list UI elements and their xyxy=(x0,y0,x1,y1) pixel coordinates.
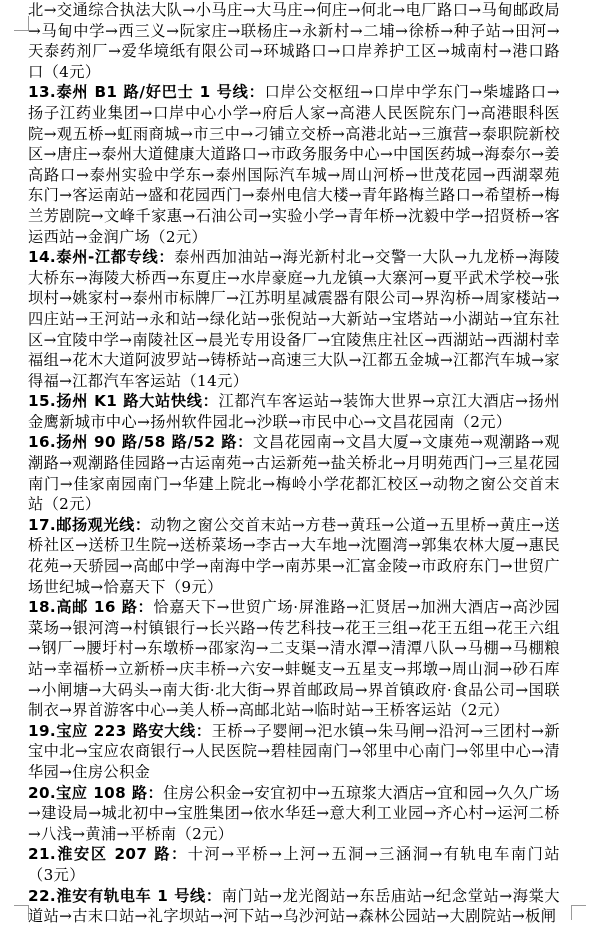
route-price: （4元） xyxy=(43,62,101,81)
route-entry-14 xyxy=(28,247,560,391)
corner-crop-mark xyxy=(571,905,586,920)
route-entry-17 xyxy=(28,515,560,597)
route-stops: 江都汽车客运站→装饰大世界→京江大酒店→扬州金鹰新城市中心→扬州软件园北→沙联→市民中心→文昌花园南 xyxy=(28,392,560,431)
route-entry-16 xyxy=(28,432,560,514)
route-stops: 十河→平桥→上河→五洞→三涵洞→有轨电车南门站 xyxy=(187,845,560,864)
route-title: 15.扬州 K1 路大站快线： xyxy=(28,392,219,411)
route-price: （2元） xyxy=(454,412,512,431)
corner-crop-mark xyxy=(14,16,29,31)
route-stops: 南门站→龙光阁站→东岳庙站→纪念堂站→海棠大道站→古末口站→礼字坝站→河下站→乌沙河站→森林公园站→大剧院站→板闸 xyxy=(28,886,561,926)
route-title: 16.扬州 90 路/58 路/52 路： xyxy=(28,433,254,452)
route-stops: 动物之窗公交首末站→方巷→黄珏→公道→五里桥→黄庄→送桥社区→送桥卫生院→送桥菜场→李古→大车地→沈圈湾→郭集农林大厦→惠民花苑→天骄园→高邮中学→南海中学→南苏果→汇富金陵→市政府东门→世贸广场世纪城→恰嘉天下 xyxy=(28,515,560,596)
route-entry-13 xyxy=(28,82,560,247)
route-price: （9元） xyxy=(165,577,223,596)
route-list xyxy=(28,0,560,927)
route-title: 19.宝应 223 路安大线： xyxy=(28,721,212,740)
route-stops: 住房公积金→安宜初中→五琼浆大酒店→宜和园→久久广场→建设局→城北初中→宝胜集团→依水华廷→意大利工业园→齐心村→运河二桥→八浅→黄浦→平桥南 xyxy=(28,783,560,843)
route-title: 17.邮扬观光线： xyxy=(28,515,151,534)
route-entry-15 xyxy=(28,391,560,432)
route-price: （2元） xyxy=(176,824,234,843)
route-price: （14元） xyxy=(181,371,249,390)
route-entry-22 xyxy=(28,886,560,927)
route-stops: 北→交通综合执法大队→小马庄→大马庄→何庄→何北→电厂路口→马甸邮政局→马甸中学→西三义→阮家庄→联杨庄→永新村→二埔→徐桥→种子站→田河→天泰药剂厂→爱华境纸有限公司→环城路口→口岸养护工区→城南村→港口路口 xyxy=(28,1,560,81)
route-stops: 泰州西加油站→海光新村北→交警一大队→九龙桥→海陵大桥东→海陵大桥西→东夏庄→水岸豪庭→九龙镇→大寨河→夏平武术学校→张坝村→姚家村→泰州市标牌厂→江苏明星减震器有限公司→界沟桥→周家楼站→四庄站→王河站→永和站→绿化站→张倪站→大新站→宝塔站→小湖站→宜东社区→宜陵中学→南陵社区→晨光专用设备厂→宜陵焦庄社区→西湖站→西湖村幸福组→花木大道阿波罗站→铸桥站→高速三大队→江都五金城→江都汽车城→家得福→江都汽车客运站 xyxy=(28,248,560,390)
route-stops: 王桥→子婴闸→汜水镇→朱马闸→沿河→三团村→新宝中北→宝应农商银行→人民医院→碧桂园南门→邻里中心南门→邻里中心→清华园→住房公积金 xyxy=(28,721,560,781)
route-entry-18 xyxy=(28,597,560,721)
route-stops: 口岸公交枢纽→口岸中学东门→柴墟路口→扬子江药业集团→口岸中心小学→府后人家→高港人民医院东门→高港眼科医院→观五桥→虹雨商城→市三中→刁铺立交桥→高港北站→三旗营→泰职院新校区→唐庄→泰州大道健康大道路口→市政务服务中心→中国医药城→海泰尔→姜高路口→泰州实验中学东→泰州国际汽车城→周山河桥→世茂花园→西湖翠苑东门→客运南站→盛和花园西门→泰州电信大楼→青年路梅兰路口→希望桥→梅兰芳剧院→文峰千家惠→石油公司→实验小学→青年桥→沈毅中学→招贤桥→客运西站→金润广场 xyxy=(28,83,561,246)
route-title: 22.淮安有轨电车 1 号线： xyxy=(28,886,222,905)
route-entry-12-tail xyxy=(28,0,560,82)
route-title: 14.泰州-江都专线： xyxy=(28,248,175,267)
route-price: （2元） xyxy=(43,495,101,514)
corner-crop-mark xyxy=(14,905,29,920)
route-stops: 恰嘉天下→世贸广场·屏淮路→汇贤居→加洲大酒店→高沙园菜场→银河湾→村镇银行→长兴路→传艺科技→花王三组→花王五组→花王六组→钢厂→腰圩村→东墩桥→邵家沟→二支渠→清水潭→清潭八队→马棚→马棚粮站→幸福桥→立新桥→庆丰桥→六安→蚌蜒支→五星支→邦墩→周山洞→砂石库→小闸塘→大码头→南大街·北大街→界首邮政局→界首镇政府·食品公司→国联制衣→界首游客中心→美人桥→高邮北站→临时站→王桥客运站 xyxy=(28,598,561,720)
route-entry-20 xyxy=(28,783,560,845)
route-title: 21.淮安区 207 路： xyxy=(28,845,188,864)
route-price: （2元） xyxy=(150,227,208,246)
route-title: 18.高邮 16 路： xyxy=(28,598,154,617)
route-price: （3元） xyxy=(28,865,85,884)
route-entry-21 xyxy=(28,844,560,885)
route-price: （2元） xyxy=(452,701,509,720)
route-stops: 文昌花园南→文昌大厦→文康苑→观潮路→观潮路→观潮路佳园路→古运南苑→古运新苑→盐关桥北→月明苑西门→三星花园南门→佳家南园南门→华建上院北→梅岭小学花都汇校区→动物之窗公交首末站 xyxy=(28,433,561,514)
route-entry-19 xyxy=(28,721,560,783)
route-title: 13.泰州 B1 路/好巴士 1 号线： xyxy=(28,83,265,102)
route-title: 20.宝应 108 路： xyxy=(28,783,164,802)
